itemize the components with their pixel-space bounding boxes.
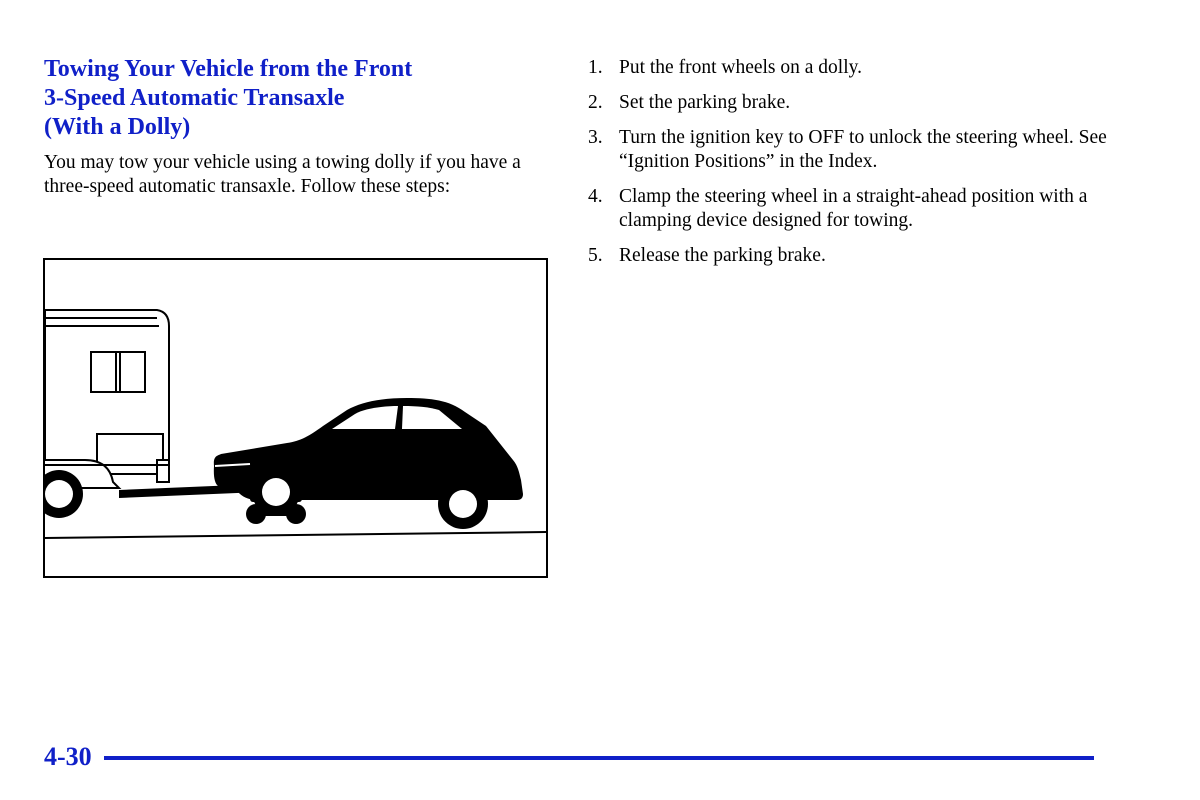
heading-line: (With a Dolly) — [44, 114, 191, 140]
section-heading — [44, 55, 514, 142]
intro-paragraph: You may tow your vehicle using a towing dolly if you have a three-speed automatic transaxle. Follow these steps: — [44, 152, 521, 197]
step-number: 4. — [588, 186, 603, 207]
motorhome-icon — [45, 310, 169, 488]
step-item — [588, 56, 1108, 80]
footer-rule — [104, 756, 1094, 760]
car-front-wheel-icon — [252, 468, 300, 516]
ground-line — [45, 532, 546, 538]
step-item — [588, 185, 1108, 233]
heading-line: Towing Your Vehicle from the Front — [44, 56, 413, 82]
step-number: 5. — [588, 245, 603, 266]
step-text: Put the front wheels on a dolly. — [619, 57, 862, 78]
step-number: 1. — [588, 57, 603, 78]
step-number: 2. — [588, 92, 603, 113]
step-text: Turn the ignition key to OFF to unlock the steering wheel. See “Ignition Positions” in the Index. — [619, 127, 1107, 172]
towing-illustration — [43, 258, 548, 578]
step-text: Release the parking brake. — [619, 245, 826, 266]
step-text: Set the parking brake. — [619, 92, 791, 113]
heading-line: 3-Speed Automatic Transaxle — [44, 85, 345, 111]
step-item — [588, 126, 1108, 174]
steps-list — [588, 56, 1108, 279]
page-number: 4-30 — [44, 742, 92, 771]
step-item — [588, 244, 1108, 268]
step-number: 3. — [588, 127, 603, 148]
step-text: Clamp the steering wheel in a straight-ahead position with a clamping device designed for towing. — [619, 186, 1088, 231]
step-item — [588, 91, 1108, 115]
car-rear-wheel-icon — [438, 479, 488, 529]
